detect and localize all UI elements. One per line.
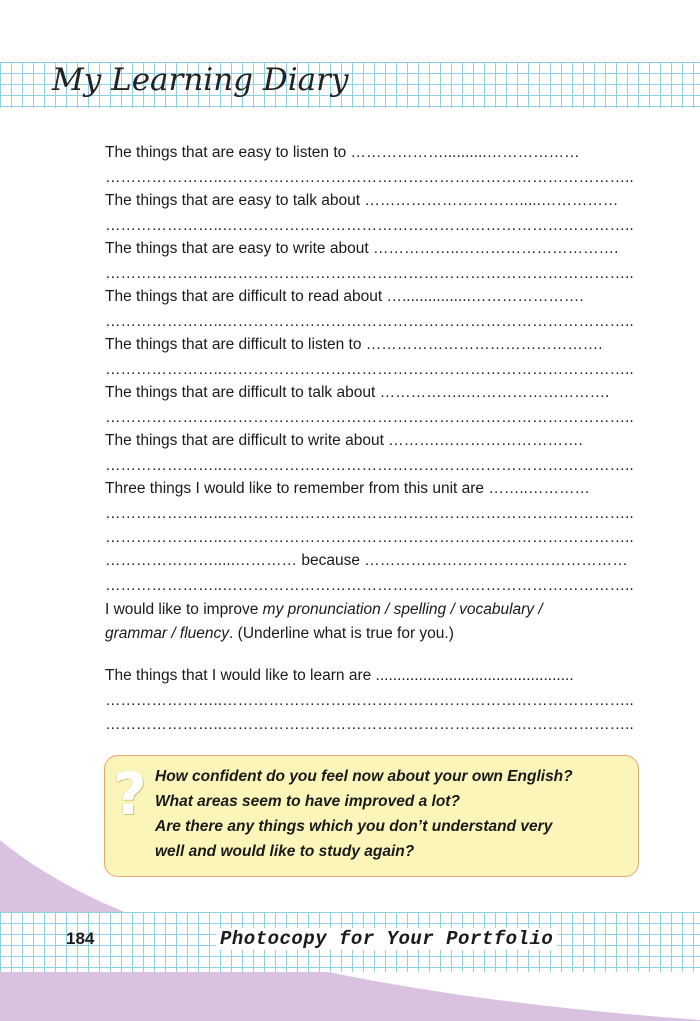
diary-line: …………………..…………………………………………………………………….. [105, 529, 634, 546]
diary-line: …………………..…………………………………………………………………….. [105, 169, 634, 186]
diary-line: Three things I would like to remember from this unit are ……..………… [105, 480, 590, 497]
page-title: My Learning Diary [52, 62, 349, 98]
reflection-question: Are there any things which you don’t understand very [155, 818, 553, 835]
reflection-question: well and would like to study again? [155, 843, 415, 860]
reflection-box [104, 755, 639, 877]
diary-line: …………………..…………………………………………………………………….. [105, 217, 634, 234]
learn-line: The things that I would like to learn are .............................................. [105, 667, 574, 684]
learn-line: …………………..…………………………………………………………………….. [105, 716, 634, 733]
diary-line: …………………..…………………………………………………………………….. [105, 409, 634, 426]
diary-line: The things that are difficult to listen to ………………………………………. [105, 336, 603, 353]
diary-line: …………………..…………………………………………………………………….. [105, 505, 634, 522]
diary-line: ………………….....………… because …………………………………………… [105, 552, 628, 569]
reflection-question: What areas seem to have improved a lot? [155, 793, 460, 810]
diary-line: …………………..…………………………………………………………………….. [105, 361, 634, 378]
improve-options-line2: grammar / fluency [105, 625, 230, 642]
diary-line: The things that are difficult to write about ……….………………………. [105, 432, 583, 449]
reflection-question: How confident do you feel now about your own English? [155, 768, 573, 785]
improve-suffix: . (Underline what is true for you.) [229, 625, 454, 642]
page-number: 184 [66, 929, 95, 948]
footer-title: Photocopy for Your Portfolio [216, 928, 557, 950]
diary-line: …………………..…………………………………………………………………….. [105, 457, 634, 474]
improve-prefix: I would like to improve [105, 601, 263, 618]
diary-line: The things that are easy to listen to ………………..........……………… [105, 144, 580, 161]
improve-paragraph [105, 598, 645, 646]
question-mark-icon: ? [113, 760, 147, 828]
diary-line: …………………..…………………………………………………………………….. [105, 265, 634, 282]
diary-line: The things that are difficult to talk about ……………..………………………. [105, 384, 610, 401]
diary-line: …………………..…………………………………………………………………….. [105, 577, 634, 594]
diary-line: …………………..…………………………………………………………………….. [105, 313, 634, 330]
diary-line: The things that are easy to write about ……………..…………………………. [105, 240, 619, 257]
diary-line: The things that are difficult to read about …................…………………. [105, 288, 584, 305]
diary-line: The things that are easy to talk about ………………………….....…………… [105, 192, 619, 209]
improve-options-line1: my pronunciation / spelling / vocabulary / [262, 601, 543, 618]
learn-line: …………………..…………………………………………………………………….. [105, 692, 634, 709]
